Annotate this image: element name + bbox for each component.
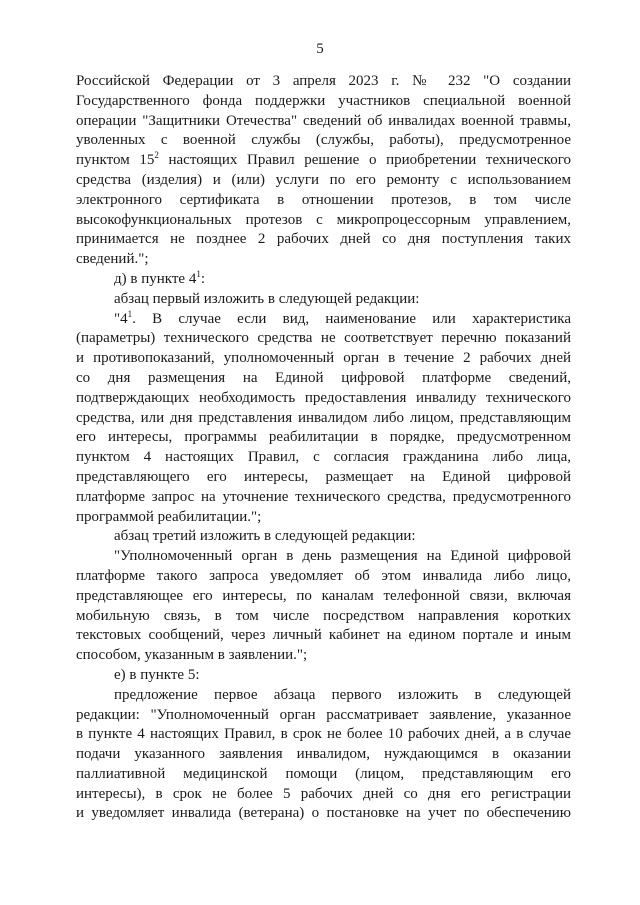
text-line: абзац первый изложить в следующей редакции: bbox=[114, 290, 420, 307]
text-run: . В случае если вид, наименование или характеристика bbox=[132, 310, 571, 327]
text-line: и противопоказаний, уполномоченный орган в течение 2 рабочих дней bbox=[76, 350, 571, 367]
text-line: представляющее его интересы, по каналам телефонной связи, включая bbox=[76, 587, 571, 604]
text-run: д) в пункте 4 bbox=[114, 270, 197, 287]
text-line: электронного сертификата в отношении протезов, в том числе bbox=[76, 191, 571, 208]
text-line: (параметры) технического средства не соответствует перечню показаний bbox=[76, 330, 571, 347]
text-line: текстовых сообщений, через личный кабинет на едином портале и иным bbox=[76, 627, 571, 644]
text-line: подтверждающих необходимость предоставления инвалиду технического bbox=[76, 389, 571, 406]
text-line: подачи указанного заявления инвалидом, нуждающимся в оказании bbox=[76, 746, 571, 763]
text-run: : bbox=[200, 270, 205, 287]
text-run: пунктом 15 bbox=[76, 152, 155, 169]
text-line: средства, или дня представления инвалидом либо лицом, представляющим bbox=[76, 409, 571, 426]
text-line: программой реабилитации."; bbox=[76, 508, 262, 525]
text-line: высокофункциональных протезов с микропроцессорным управлением, bbox=[76, 211, 571, 228]
superscript: 1 bbox=[127, 308, 133, 319]
text-line: в пункте 4 настоящих Правил, в срок не более 10 рабочих дней, а в случае bbox=[76, 726, 571, 743]
text-run: "4 bbox=[114, 310, 128, 327]
text-line: его интересы, программы реабилитации в порядке, предусмотренном bbox=[76, 429, 571, 446]
superscript: 2 bbox=[154, 150, 159, 161]
text-line: паллиативной медицинской помощи (лицом, представляющим его bbox=[76, 765, 571, 782]
text-line: пунктом 4 настоящих Правил, с согласия гражданина либо лица, bbox=[76, 449, 571, 466]
text-line bbox=[76, 270, 571, 290]
text-line: представляющего его интересы, размещает на Единой цифровой bbox=[76, 468, 571, 485]
text-line: Российской Федерации от 3 апреля 2023 г. № 232 "О создании bbox=[76, 73, 571, 89]
text-line: со дня размещения на Единой цифровой платформе сведений, bbox=[76, 369, 571, 386]
text-line: и уведомляет инвалида (ветерана) о постановке на учет по обеспечению bbox=[76, 805, 571, 822]
text-line bbox=[76, 310, 571, 330]
text-line: средства (изделия) и (или) услуги по его ремонту с использованием bbox=[76, 171, 571, 188]
text-line: "Уполномоченный орган в день размещения на Единой цифровой bbox=[114, 548, 571, 565]
text-line: принимается не позднее 2 рабочих дней со дня поступления таких bbox=[76, 231, 571, 248]
text-line: платформе запрос на уточнение технического средства, предусмотренного bbox=[76, 488, 571, 505]
text-line bbox=[76, 151, 571, 171]
text-line: редакции: "Уполномоченный орган рассматривает заявление, указанное bbox=[76, 706, 571, 723]
text-line: абзац третий изложить в следующей редакции: bbox=[114, 528, 416, 545]
text-run: настоящих Правил решение о приобретении технического bbox=[158, 152, 571, 169]
text-line: е) в пункте 5: bbox=[114, 666, 200, 683]
text-line: Государственного фонда поддержки участников специальной военной bbox=[76, 92, 571, 109]
text-line: платформе такого запроса уведомляет об этом инвалида либо лицо, bbox=[76, 567, 571, 584]
text-line: интересы), в срок не более 5 рабочих дней со дня его регистрации bbox=[76, 785, 571, 802]
text-line: уволенных с военной службы (службы, работы), предусмотренное bbox=[76, 132, 571, 149]
text-line: способом, указанным в заявлении."; bbox=[76, 647, 308, 664]
text-line: сведений."; bbox=[76, 251, 149, 268]
text-line: предложение первое абзаца первого изложить в следующей bbox=[114, 686, 571, 703]
document-body bbox=[76, 72, 571, 824]
text-line: мобильную связь, в том числе посредством направления коротких bbox=[76, 607, 571, 624]
text-line: операции "Защитники Отечества" сведений об инвалидах военной травмы, bbox=[76, 112, 571, 129]
page-number: 5 bbox=[316, 41, 324, 57]
superscript: 1 bbox=[196, 268, 201, 279]
